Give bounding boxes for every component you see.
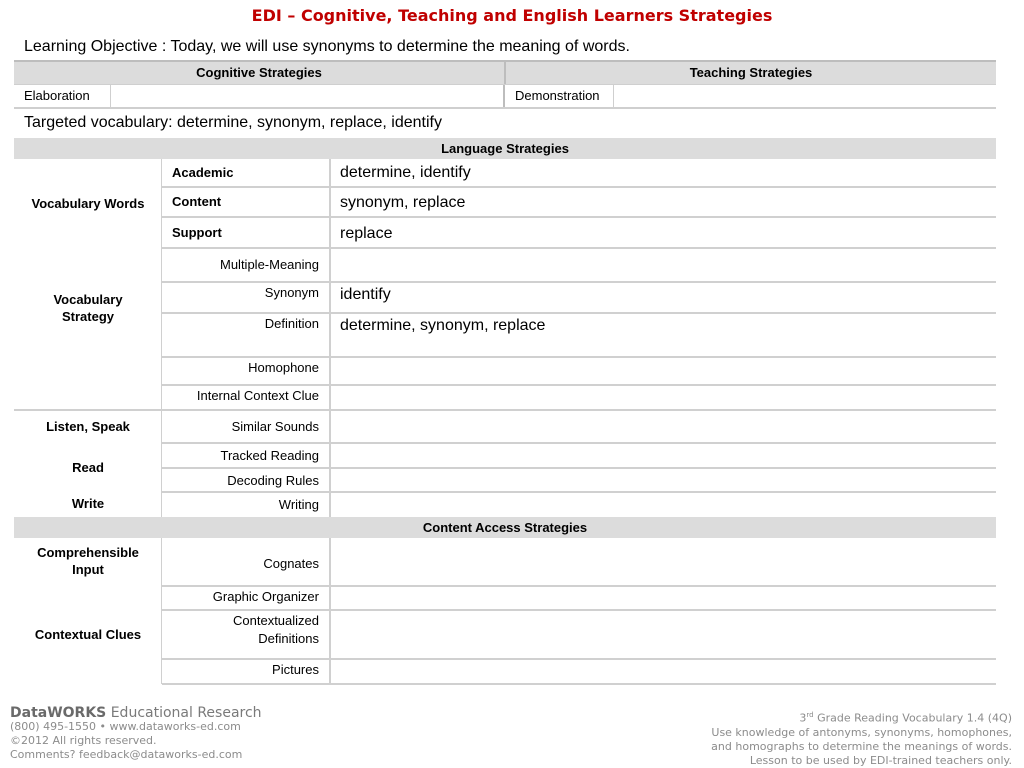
row-label-content: Content bbox=[172, 194, 222, 209]
value-definition: determine, synonym, replace bbox=[340, 317, 546, 334]
row-divider bbox=[162, 356, 996, 358]
teaching-strategy-value: Demonstration bbox=[505, 85, 614, 107]
row-label-multiple-meaning: Multiple-Meaning bbox=[220, 257, 319, 272]
value-synonym: identify bbox=[340, 286, 391, 303]
row-divider bbox=[162, 216, 996, 218]
lesson-usage-note: Lesson to be used by EDI-trained teachers only. bbox=[749, 753, 1012, 767]
category-vocabulary-strategy-line1: Vocabulary bbox=[53, 292, 123, 307]
row-label-graphic-organizer: Graphic Organizer bbox=[212, 589, 319, 604]
row-divider bbox=[162, 281, 996, 283]
category-comprehensible-input-line1: Comprehensible bbox=[37, 545, 139, 560]
row-divider bbox=[162, 658, 996, 660]
row-label-contextualized-line1: Contextualized bbox=[233, 613, 319, 628]
lesson-standard-line1: Use knowledge of antonyms, synonyms, homophones, bbox=[711, 725, 1012, 739]
category-read: Read bbox=[72, 460, 104, 475]
row-divider bbox=[162, 312, 996, 314]
row-label-definition: Definition bbox=[264, 316, 319, 331]
targeted-vocabulary: Targeted vocabulary: determine, synonym, replace, identify bbox=[24, 114, 442, 131]
row-divider bbox=[162, 442, 996, 444]
row-divider bbox=[162, 467, 996, 469]
cognitive-strategy-notes bbox=[111, 85, 505, 107]
category-write: Write bbox=[71, 496, 105, 511]
row-divider bbox=[162, 247, 996, 249]
strategies-value-row bbox=[14, 84, 996, 109]
row-label-writing: Writing bbox=[278, 497, 319, 512]
row-label-similar-sounds: Similar Sounds bbox=[231, 419, 319, 434]
row-label-support: Support bbox=[172, 225, 222, 240]
row-label-tracked-reading: Tracked Reading bbox=[220, 448, 319, 463]
row-label-academic: Academic bbox=[172, 165, 234, 180]
row-label-internal-context-clue: Internal Context Clue bbox=[196, 388, 319, 403]
row-divider bbox=[162, 491, 996, 493]
teaching-strategies-header: Teaching Strategies bbox=[689, 65, 813, 80]
value-content: synonym, replace bbox=[340, 194, 466, 211]
category-comprehensible-input-line2: Input bbox=[72, 562, 104, 577]
column-divider-right bbox=[329, 159, 331, 517]
lesson-standard-line2: and homographs to determine the meanings of words. bbox=[711, 739, 1012, 753]
cognitive-strategy-value: Elaboration bbox=[14, 85, 111, 107]
row-label-decoding-rules: Decoding Rules bbox=[227, 473, 319, 488]
category-vocabulary-strategy-line2: Strategy bbox=[61, 309, 115, 324]
value-support: replace bbox=[340, 225, 393, 242]
publisher-logo: DataWORKS Educational Research bbox=[10, 705, 262, 721]
column-divider-right bbox=[329, 538, 331, 684]
row-label-pictures: Pictures bbox=[272, 662, 319, 677]
category-vocabulary-words: Vocabulary Words bbox=[31, 196, 145, 211]
row-divider bbox=[162, 585, 996, 587]
lesson-grade: 3rd Grade Reading Vocabulary 1.4 (4Q) bbox=[799, 711, 1012, 725]
publisher-feedback: Comments? feedback@dataworks-ed.com bbox=[10, 748, 243, 761]
row-label-cognates: Cognates bbox=[263, 556, 319, 571]
learning-objective: Learning Objective : Today, we will use synonyms to determine the meaning of words. bbox=[24, 38, 630, 55]
row-divider bbox=[162, 609, 996, 611]
category-listen-speak: Listen, Speak bbox=[46, 419, 130, 434]
strategies-table bbox=[14, 60, 996, 109]
publisher-copyright: ©2012 All rights reserved. bbox=[10, 734, 157, 747]
table-bottom-border bbox=[162, 683, 996, 685]
category-contextual-clues: Contextual Clues bbox=[34, 627, 142, 642]
publisher-contact: (800) 495-1550 • www.dataworks-ed.com bbox=[10, 720, 241, 733]
section-divider bbox=[14, 409, 996, 411]
footer-lesson-info bbox=[711, 708, 1012, 768]
row-divider bbox=[162, 384, 996, 386]
cognitive-strategies-header: Cognitive Strategies bbox=[14, 62, 506, 84]
row-label-synonym: Synonym bbox=[264, 285, 319, 300]
row-divider bbox=[162, 186, 996, 188]
content-access-strategies-header: Content Access Strategies bbox=[14, 517, 996, 538]
language-strategies-header: Language Strategies bbox=[14, 138, 996, 159]
strategies-header-row bbox=[14, 60, 996, 84]
value-academic: determine, identify bbox=[340, 164, 471, 181]
footer-publisher bbox=[10, 706, 262, 762]
teaching-strategy-notes bbox=[614, 85, 996, 107]
page-title: EDI – Cognitive, Teaching and English Learners Strategies bbox=[251, 6, 773, 25]
row-label-contextualized-line2: Definitions bbox=[258, 631, 319, 646]
row-label-homophone: Homophone bbox=[248, 360, 319, 375]
